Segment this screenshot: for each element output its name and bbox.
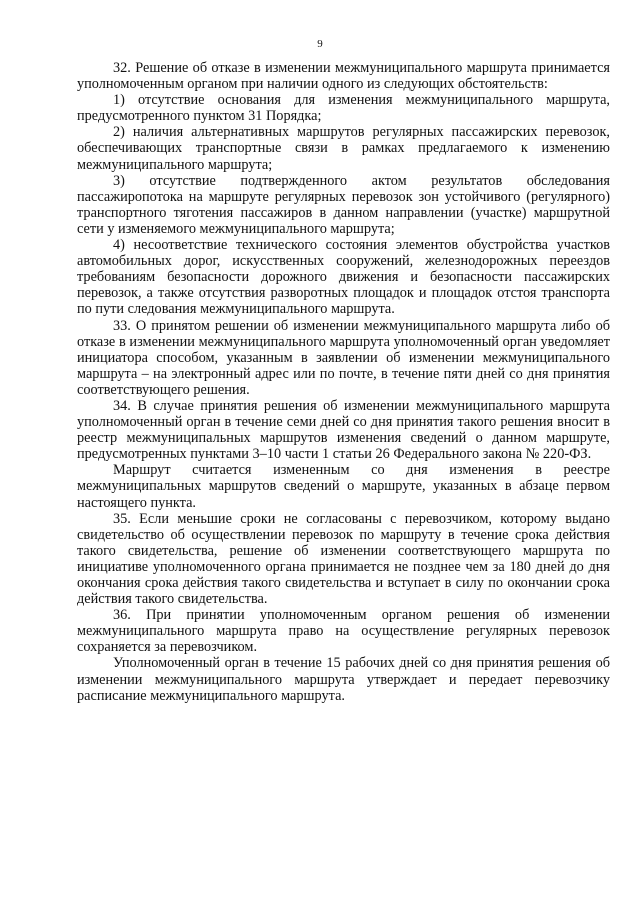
- paragraph-36: 36. При принятии уполномоченным органом решения об изменении межмуниципального маршрута право на осуществление регулярных перевозок сохраняется за перевозчиком.: [77, 607, 610, 656]
- paragraph-32-item-1: 1) отсутствие основания для изменения межмуниципального маршрута, предусмотренного пунктом 31 Порядка;: [77, 92, 610, 125]
- document-body: [77, 60, 610, 704]
- paragraph-32: 32. Решение об отказе в изменении межмуниципального маршрута принимается уполномоченным органом при наличии одного из следующих обстоятельств:: [77, 60, 610, 93]
- paragraph-36-clause-2: Уполномоченный орган в течение 15 рабочих дней со дня принятия решения об изменении межмуниципального маршрута утверждает и передает перевозчику расписание межмуниципального маршрута.: [77, 655, 610, 704]
- paragraph-32-item-3: 3) отсутствие подтвержденного актом результатов обследования пассажиропотока на маршруте регулярных перевозок зон устойчивого (регулярного) транспортного тяготения пассажиров в данном направлении (участке) маршрутной сети у изменяемого межмуниципального маршрута;: [77, 172, 610, 237]
- paragraph-34-clause-2: Маршрут считается измененным со дня изменения в реестре межмуниципальных маршрутов сведений о маршруте, указанных в абзаце первом настоящего пункта.: [77, 462, 610, 511]
- paragraph-32-item-4: 4) несоответствие технического состояния элементов обустройства участков автомобильных дорог, искусственных сооружений, железнодорожных переездов требованиям безопасности дорожного движения и безопасности пассажирских перевозок, а также отсутствия разворотных площадок и площадок отстоя транспорта по пути следования межмуниципального маршрута.: [77, 237, 610, 318]
- paragraph-33: 33. О принятом решении об изменении межмуниципального маршрута либо об отказе в изменении межмуниципального маршрута уполномоченный орган уведомляет инициатора способом, указанным в заявлении об изменении межмуниципального маршрута – на электронный адрес или по почте, в течение пяти дней со дня принятия соответствующего решения.: [77, 317, 610, 398]
- paragraph-34: 34. В случае принятия решения об изменении межмуниципального маршрута уполномоченный орган в течение семи дней со дня принятия такого решения вносит в реестр межмуниципальных маршрутов изменения сведений о данном маршруте, предусмотренных пунктами 3–10 части 1 статьи 26 Федерального закона № 220-ФЗ.: [77, 397, 610, 463]
- paragraph-32-item-2: 2) наличия альтернативных маршрутов регулярных пассажирских перевозок, обеспечивающих транспортные связи в рамках предлагаемого к изменению межмуниципального маршрута;: [77, 124, 610, 173]
- page-number: 9: [317, 38, 323, 50]
- paragraph-35: 35. Если меньшие сроки не согласованы с перевозчиком, которому выдано свидетельство об осуществлении перевозок по маршруту в течение срока действия такого свидетельства, решение об изменении соответствующего маршрута по инициативе уполномоченного органа принимается не позднее чем за 180 дней до дня окончания срока действия такого свидетельства и вступает в силу по окончании срока действия такого свидетельства.: [77, 510, 610, 608]
